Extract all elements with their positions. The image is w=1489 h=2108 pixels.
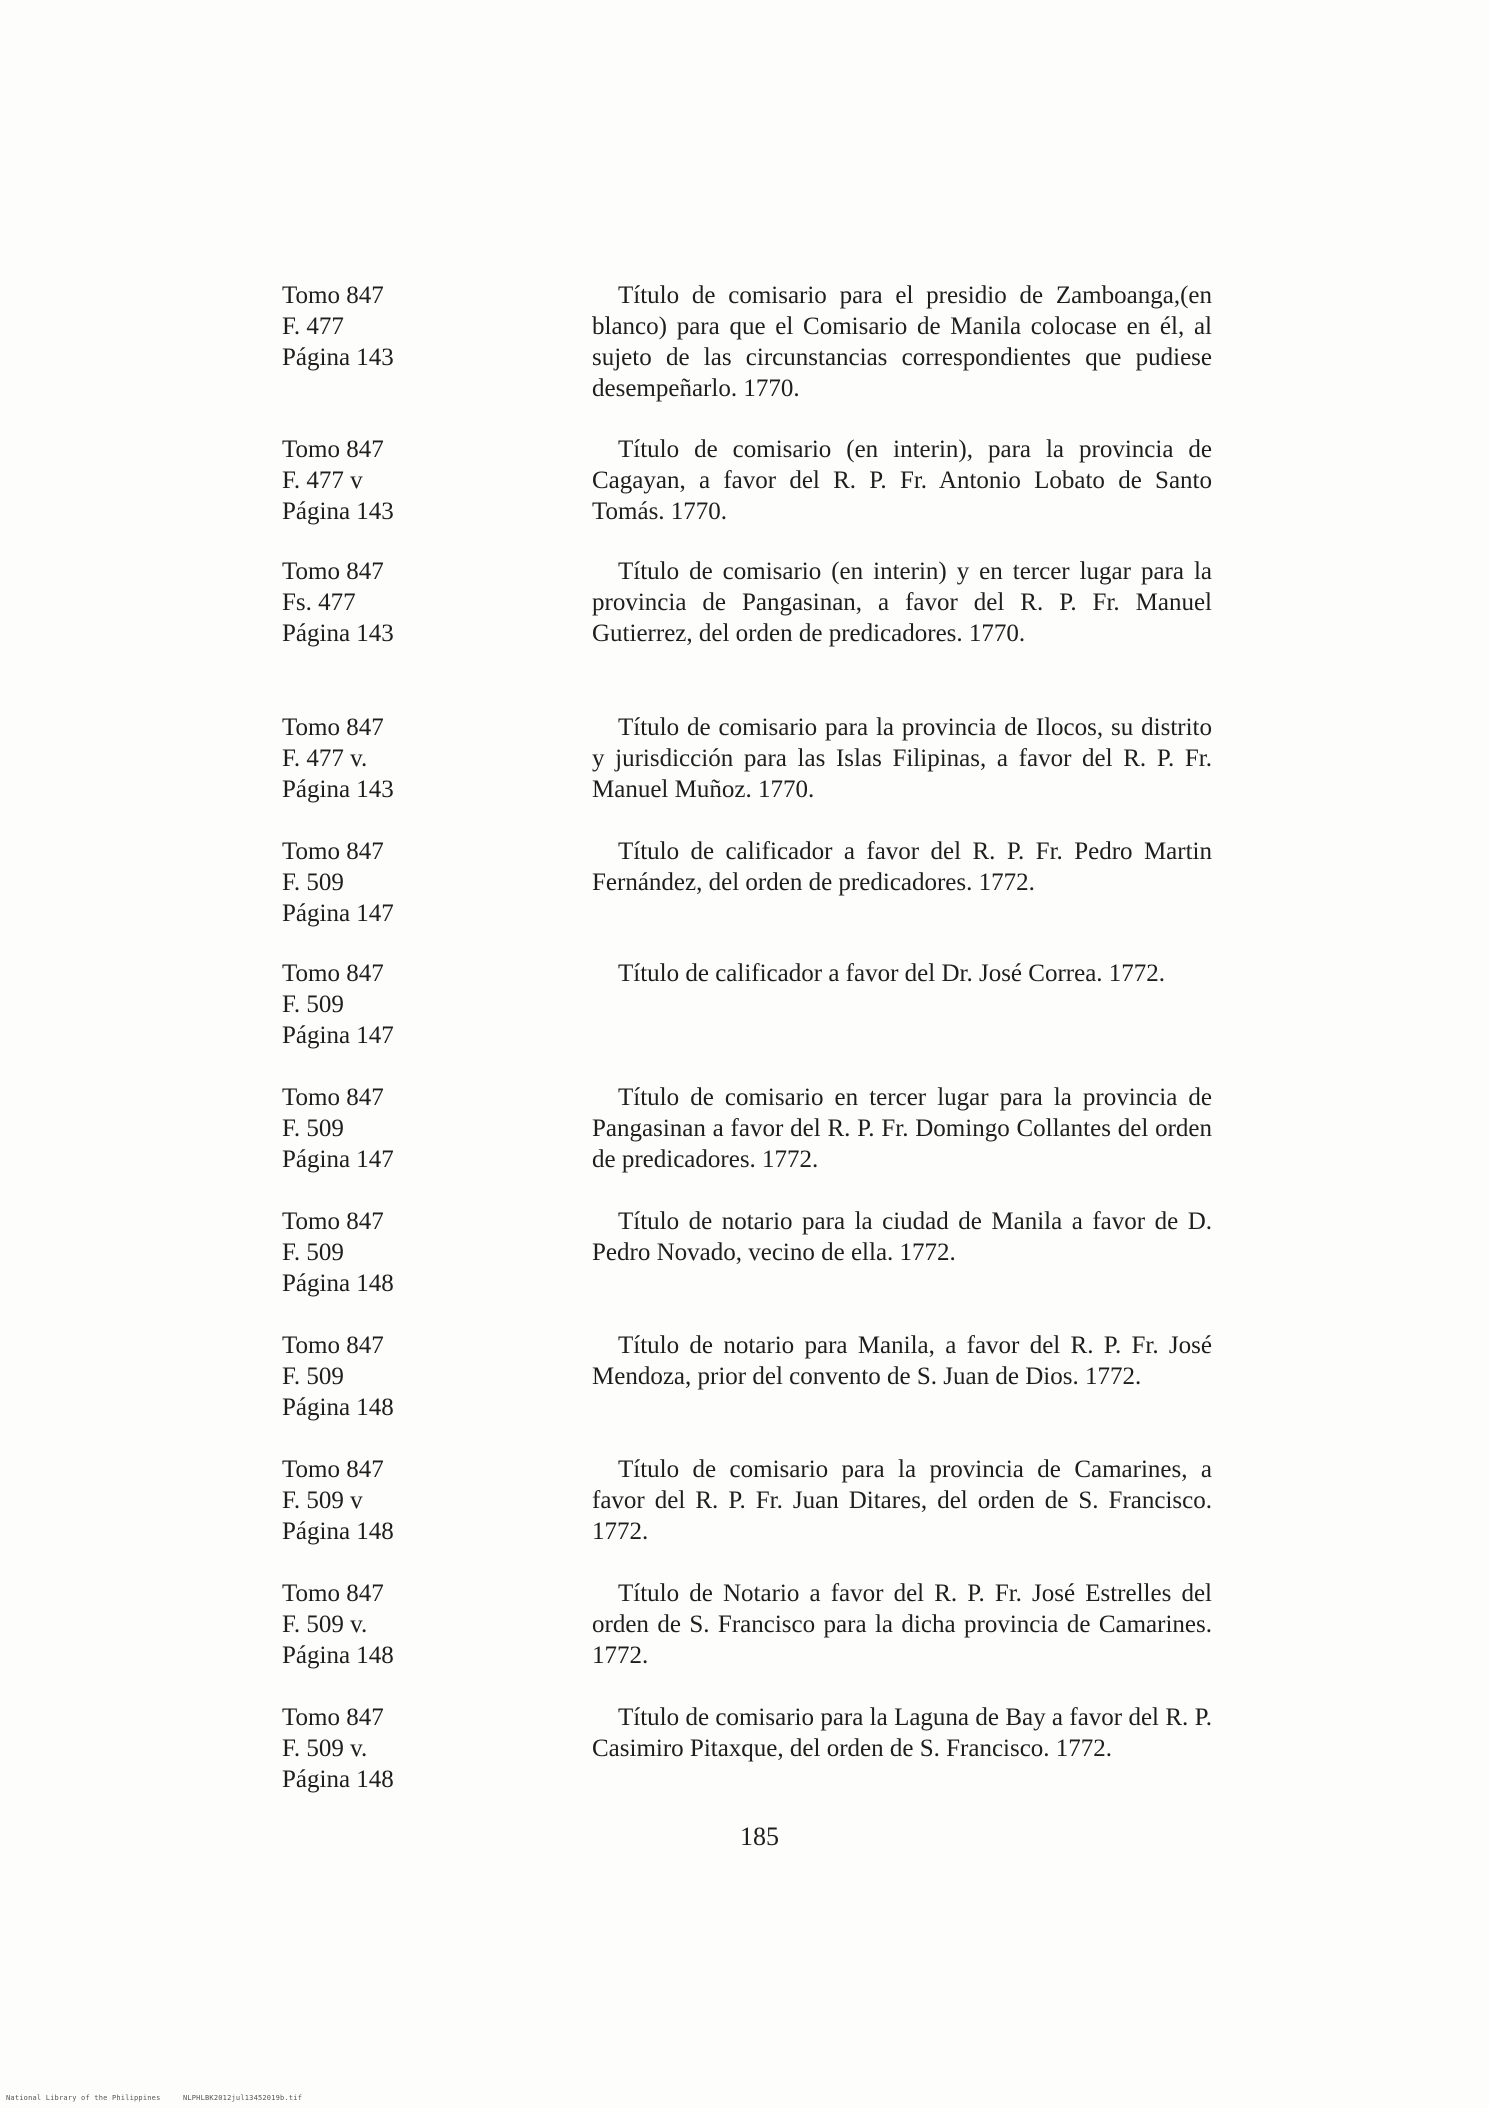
reference-folio: F. 509: [282, 1363, 344, 1390]
reference-pagina: Página 147: [282, 1022, 394, 1049]
reference-tomo: Tomo 847: [282, 960, 384, 987]
reference-folio: F. 477 v.: [282, 745, 368, 772]
entry-reference: [282, 1082, 502, 1175]
reference-tomo: Tomo 847: [282, 436, 384, 463]
reference-pagina: Página 148: [282, 1394, 394, 1421]
entry-description: Título de comisario para la Laguna de Bay a favor del R. P. Casimiro Pitaxque, del orden de S. Francisco. 1772.: [592, 1704, 1212, 1762]
footer-file-id: NLPHLBK2012jul13452019b.tif: [182, 2094, 303, 2102]
page-number: 185: [740, 1822, 779, 1851]
reference-folio: F. 509: [282, 1115, 344, 1142]
reference-pagina: Página 147: [282, 1146, 394, 1173]
reference-folio: F. 477: [282, 313, 344, 340]
entry-reference: [282, 1702, 502, 1795]
entry-reference: [282, 434, 502, 527]
entry-description: Título de calificador a favor del R. P. Fr. Pedro Martin Fernández, del orden de predicadores. 1772.: [592, 838, 1212, 896]
entry-description: Título de comisario para el presidio de Zamboanga,(en blanco) para que el Comisario de Manila colocase en él, al sujeto de las circunstancias correspondientes que pudiese desempeñarlo. 1770.: [592, 282, 1212, 402]
reference-folio: Fs. 477: [282, 589, 356, 616]
entry-description: Título de notario para la ciudad de Manila a favor de D. Pedro Novado, vecino de ella. 1772.: [592, 1208, 1212, 1266]
entry-reference: [282, 1454, 502, 1547]
entry-description: Título de comisario en tercer lugar para la provincia de Pangasinan a favor del R. P. Fr. Domingo Collantes del orden de predicadores. 1772.: [592, 1084, 1212, 1173]
scan-footer: [6, 2094, 320, 2102]
reference-folio: F. 477 v: [282, 467, 363, 494]
entry-reference: [282, 556, 502, 649]
reference-tomo: Tomo 847: [282, 1084, 384, 1111]
reference-tomo: Tomo 847: [282, 714, 384, 741]
reference-pagina: Página 143: [282, 776, 394, 803]
footer-library: National Library of the Philippines: [6, 2094, 161, 2102]
entry-description: Título de notario para Manila, a favor del R. P. Fr. José Mendoza, prior del convento de S. Juan de Dios. 1772.: [592, 1332, 1212, 1390]
reference-tomo: Tomo 847: [282, 282, 384, 309]
entry-description: Título de comisario (en interin) y en tercer lugar para la provincia de Pangasinan, a favor del R. P. Fr. Manuel Gutierrez, del orden de predicadores. 1770.: [592, 558, 1212, 647]
reference-tomo: Tomo 847: [282, 838, 384, 865]
entry-description: Título de comisario para la provincia de Camarines, a favor del R. P. Fr. Juan Ditares, del orden de S. Francisco. 1772.: [592, 1456, 1212, 1545]
reference-tomo: Tomo 847: [282, 1580, 384, 1607]
reference-pagina: Página 147: [282, 900, 394, 927]
entry-description: Título de comisario (en interin), para la provincia de Cagayan, a favor del R. P. Fr. Antonio Lobato de Santo Tomás. 1770.: [592, 436, 1212, 525]
reference-tomo: Tomo 847: [282, 558, 384, 585]
entry-description: Título de Notario a favor del R. P. Fr. José Estrelles del orden de S. Francisco para la dicha provincia de Camarines. 1772.: [592, 1580, 1212, 1669]
reference-tomo: Tomo 847: [282, 1704, 384, 1731]
entry-reference: [282, 1578, 502, 1671]
reference-folio: F. 509: [282, 991, 344, 1018]
reference-folio: F. 509 v.: [282, 1611, 368, 1638]
reference-pagina: Página 148: [282, 1766, 394, 1793]
reference-pagina: Página 148: [282, 1518, 394, 1545]
entry-reference: [282, 958, 502, 1051]
entry-reference: [282, 1206, 502, 1299]
entry-description: Título de comisario para la provincia de Ilocos, su distrito y jurisdicción para las Islas Filipinas, a favor del R. P. Fr. Manuel Muñoz. 1770.: [592, 714, 1212, 803]
entry-reference: [282, 712, 502, 805]
entry-reference: [282, 836, 502, 929]
reference-pagina: Página 143: [282, 344, 394, 371]
reference-pagina: Página 148: [282, 1270, 394, 1297]
reference-tomo: Tomo 847: [282, 1332, 384, 1359]
entry-description: Título de calificador a favor del Dr. José Correa. 1772.: [618, 960, 1166, 987]
reference-pagina: Página 148: [282, 1642, 394, 1669]
reference-pagina: Página 143: [282, 620, 394, 647]
reference-pagina: Página 143: [282, 498, 394, 525]
entry-reference: [282, 1330, 502, 1423]
reference-tomo: Tomo 847: [282, 1208, 384, 1235]
reference-folio: F. 509: [282, 1239, 344, 1266]
reference-tomo: Tomo 847: [282, 1456, 384, 1483]
reference-folio: F. 509: [282, 869, 344, 896]
entry-reference: [282, 280, 502, 373]
reference-folio: F. 509 v.: [282, 1735, 368, 1762]
reference-folio: F. 509 v: [282, 1487, 363, 1514]
